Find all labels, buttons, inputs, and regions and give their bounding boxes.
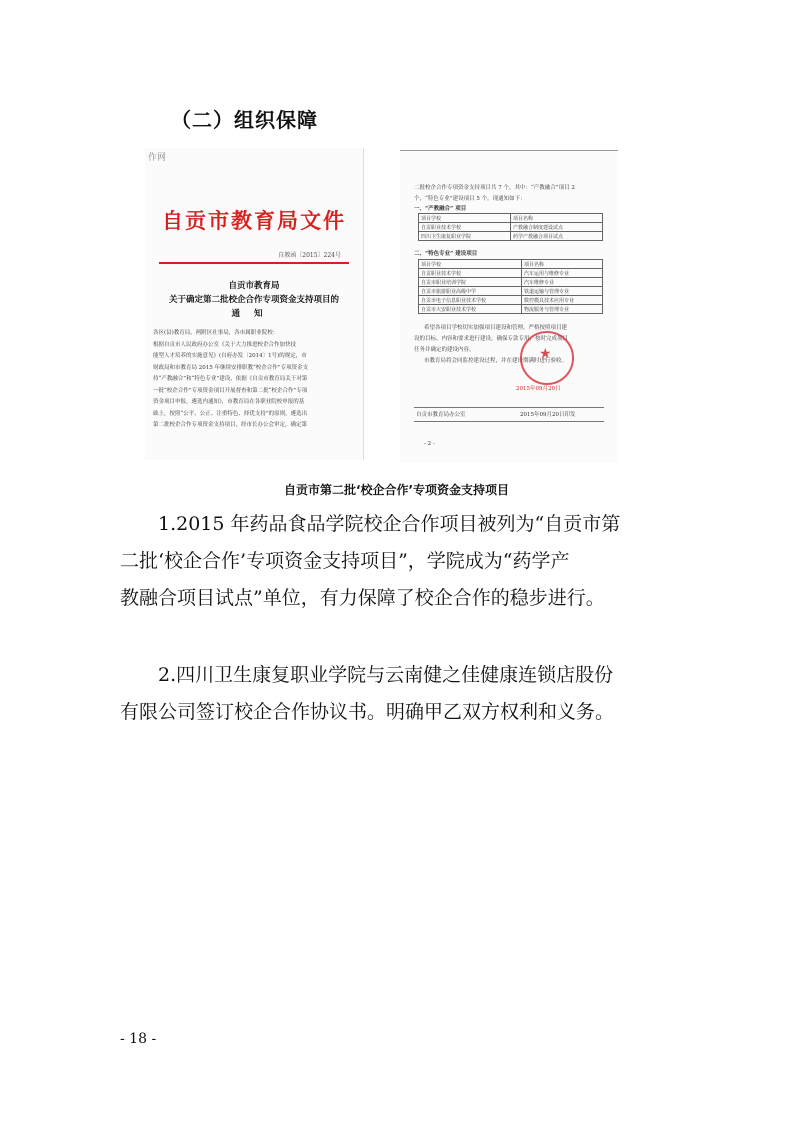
table-cell: 数控模具技术应用专业 [522, 296, 603, 305]
body-line: 第二批校企合作专项资金支持项目，经市长办公会审定，确定第 [153, 422, 308, 428]
table-cell: 自贡职业技术学校 [419, 269, 522, 278]
table-cell: 铁道运输与管理专业 [522, 287, 603, 296]
footer-rule [414, 407, 604, 408]
table-header-cell: 项目学校 [419, 260, 522, 269]
document-number: 自教函〔2015〕224号 [278, 252, 341, 259]
table-row [419, 278, 603, 287]
table-cell: 汽车运用与维修专业 [522, 269, 603, 278]
notice-heading-line3: 通知 [231, 309, 277, 319]
footer-rule [414, 421, 604, 422]
paragraph-line: 二批‘校企合作’专项资金支持项目”，学院成为“药学产 [120, 550, 570, 572]
figure-caption: 自贡市第二批‘校企合作’专项资金支持项目 [283, 483, 510, 497]
note-line: 任务并确定的建设内容。 [414, 347, 475, 353]
table-row [419, 296, 603, 305]
note-line: 设的目标、内容和要求进行建设，确保专款专用，按时完成项目 [414, 336, 569, 342]
table-header-row [419, 260, 603, 269]
section2-title: 二、“特色专业” 建设项目 [414, 251, 478, 257]
table-industry-integration [418, 213, 603, 241]
page-number: - 18 - [120, 1031, 157, 1047]
notice-heading-line2: 关于确定第二批校企合作专项资金支持项目的 [168, 295, 339, 305]
table-cell: 产教融合制度建设试点 [511, 223, 603, 232]
body-line: 各区(县)教育局，两附区社事局，各市属职业院校： [153, 330, 279, 336]
table-header-cell: 项目学校 [419, 214, 511, 223]
table-row [419, 287, 603, 296]
body-line: 资金项目申报，遴选内通知》，市教育局在各职业院校申报的基 [153, 399, 305, 405]
body-line: 一批“校企合作”专项资金项目开展督查和第二批“校企合作”专项 [153, 387, 308, 394]
table-cell: 自贡市电子信息职业技术学校 [419, 296, 522, 305]
stamp-date: 2015年09月20日 [516, 386, 561, 392]
table-featured-majors [418, 259, 603, 314]
table-cell: 药学产教融合项目试点 [511, 232, 603, 241]
scanned-notice-page-2 [400, 150, 618, 463]
section-heading: （二）组织保障 [171, 108, 318, 132]
paragraph-line: 有限公司签订校企合作协议书。明确甲乙双方权利和义务。 [120, 701, 615, 723]
paragraph-line: 2.四川卫生康复职业学院与云南健之佳健康连锁店股份 [158, 664, 614, 686]
paragraph-line: 1.2015 年药品食品学院校企合作项目被列为“自贡市第 [158, 513, 621, 535]
table-cell: 汽车维修专业 [522, 278, 603, 287]
table-row [419, 223, 603, 232]
table-row [419, 232, 603, 241]
red-divider [159, 262, 349, 264]
table-header-row [419, 214, 603, 223]
notice-heading-line1: 自贡市教育局 [228, 281, 280, 291]
table-header-cell: 项目名称 [511, 214, 603, 223]
table-cell: 自贡市职业培训学院 [419, 278, 522, 287]
scan-page-mark: - 2 - [424, 441, 435, 447]
table-cell: 自贡职业技术学校 [419, 223, 511, 232]
table-row [419, 269, 603, 278]
body-line: 础上，按照“公平、公正、注重特色、择优支持”的原则，遴选出 [153, 410, 308, 417]
paragraph-2 [120, 657, 680, 731]
intro-line: 二批校企合作专项资金支持项目共 7 个，其中：“产教融合”项目 2 [414, 185, 575, 191]
issuer-title: 自贡市教育局文件 [162, 208, 346, 233]
table-cell: 四川卫生康复职业学院 [419, 232, 511, 241]
footer-date: 2015年09月20日印发 [520, 412, 576, 418]
table-header-cell: 项目名称 [522, 260, 603, 269]
table-cell: 物流服务与管理专业 [522, 305, 603, 314]
intro-line: 个，“特色专业”建设项目 5 个。现通知如下： [414, 196, 526, 202]
notice-body [153, 328, 355, 432]
body-line: 持“产教融合”和“特色专业”建设，依据《自贡市教育局关于对第 [153, 376, 308, 382]
body-line: 财政局和市教育局 2015 年继续安排职教“校企合作”专项资金支 [153, 364, 309, 371]
section1-title: 一、“产教融合” 项目 [414, 206, 467, 212]
note-line: 希望各项目学校切实加强项目建设和管理，严格按照项目建 [424, 325, 568, 331]
note-line: 市教育局将会同监控建设过程，并在建设期满时进行验收。 [424, 358, 568, 364]
paragraph-line: 教融合项目试点”单位，有力保障了校企合作的稳步进行。 [120, 587, 605, 609]
table-row [419, 305, 603, 314]
table-cell: 自贡市大安职业技术学校 [419, 305, 522, 314]
body-line: 能型人才培养的实施意见》(自府办发〔2014〕1号)的规定，市 [153, 353, 307, 359]
paragraph-1 [120, 506, 680, 617]
official-seal-icon [520, 331, 574, 385]
footer-issuer: 自贡市教育局办公室 [416, 412, 466, 418]
corner-mark: 作网 [148, 153, 167, 163]
table-cell: 自贡市旅游职业高级中学 [419, 287, 522, 296]
body-line: 根据自贡市人民政府办公室《关于大力推进校企合作加快技 [153, 341, 297, 348]
scanned-notice-page-1 [145, 148, 364, 460]
